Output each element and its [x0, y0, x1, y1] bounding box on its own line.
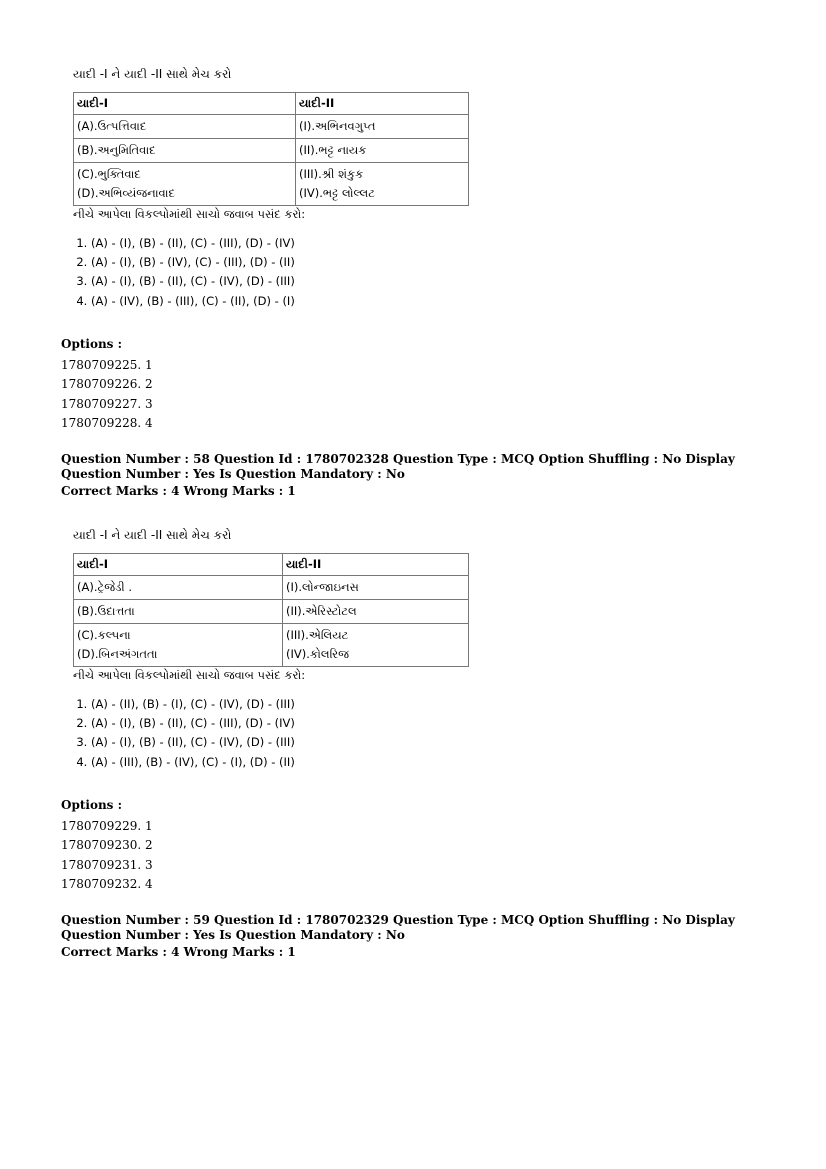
choice-list — [73, 234, 773, 311]
choice-list — [73, 695, 773, 772]
list-item: 3. (A) - (I), (B) - (II), (C) - (IV), (D) - (III) — [91, 733, 773, 752]
table-header-cell: યાદી-I — [74, 93, 296, 115]
table-cell-line: (IV).ભટ્ટ લોલ્લટ — [299, 186, 375, 200]
table-header-row — [74, 93, 469, 115]
question-58-body — [73, 527, 773, 772]
question-meta-line: Question Number : 59 Question Id : 1780702329 Question Type : MCQ Option Shuffling : No Display Question Number : Yes Is Question Mandatory : No — [61, 913, 735, 942]
table-cell — [74, 163, 296, 206]
option-item: 1780709228. 4 — [61, 415, 153, 430]
list-item: 1. (A) - (I), (B) - (II), (C) - (III), (D) - (IV) — [91, 234, 773, 253]
table-cell: (I).લોન્જાઇનસ — [283, 576, 469, 600]
table-cell-line: (IV).કોલરિજ — [286, 647, 349, 661]
table-cell: (I).અભિનવગુપ્ત — [296, 115, 469, 139]
option-item: 1780709227. 3 — [61, 396, 153, 411]
list-item: 2. (A) - (I), (B) - (II), (C) - (III), (D) - (IV) — [91, 714, 773, 733]
table-cell-line: (D).બિનઅંગતતા — [77, 647, 158, 661]
table-row — [74, 576, 469, 600]
options-block-58 — [61, 796, 153, 894]
marks-line: Correct Marks : 4 Wrong Marks : 1 — [61, 484, 296, 498]
list-item: 4. (A) - (III), (B) - (IV), (C) - (I), (D) - (II) — [91, 753, 773, 772]
table-cell-line: (D).અભિવ્યંજનાવાદ — [77, 186, 175, 200]
table-cell — [74, 624, 283, 667]
question-57-body — [73, 66, 773, 311]
list-item: 2. (A) - (I), (B) - (IV), (C) - (III), (D) - (II) — [91, 253, 773, 272]
match-table — [73, 553, 469, 667]
table-row — [74, 163, 469, 206]
instruction-text: નીચે આપેલા વિકલ્પોમાંથી સાચો જવાબ પસંદ કરો: — [73, 668, 306, 682]
option-item: 1780709231. 3 — [61, 857, 153, 872]
match-table — [73, 92, 469, 206]
table-cell — [283, 624, 469, 667]
table-row — [74, 139, 469, 163]
table-cell-line: (III).શ્રી શંકુક — [299, 167, 364, 181]
question-title: યાદી -I ને યાદી -II સાથે મેચ કરો — [73, 528, 232, 542]
table-cell-line: (III).એલિયટ — [286, 628, 349, 642]
table-row — [74, 624, 469, 667]
table-cell: (II).એરિસ્ટોટલ — [283, 600, 469, 624]
list-item: 1. (A) - (II), (B) - (I), (C) - (IV), (D) - (III) — [91, 695, 773, 714]
list-item: 3. (A) - (I), (B) - (II), (C) - (IV), (D) - (III) — [91, 272, 773, 291]
table-cell-line: (C).કલ્પના — [77, 628, 131, 642]
table-cell-line: (C).ભુક્તિવાદ — [77, 167, 141, 181]
table-cell: (A).ઉત્પત્તિવાદ — [74, 115, 296, 139]
table-header-row — [74, 554, 469, 576]
options-label: Options : — [61, 337, 123, 351]
option-item: 1780709225. 1 — [61, 358, 153, 373]
table-cell: (A).ટ્રેજેડી . — [74, 576, 283, 600]
question-meta-line: Question Number : 58 Question Id : 1780702328 Question Type : MCQ Option Shuffling : No Display Question Number : Yes Is Question Mandatory : No — [61, 452, 735, 481]
list-item: 4. (A) - (IV), (B) - (III), (C) - (II), (D) - (I) — [91, 292, 773, 311]
option-item: 1780709226. 2 — [61, 377, 153, 392]
table-cell: (II).ભટ્ટ નાયક — [296, 139, 469, 163]
table-header-cell: યાદી-II — [283, 554, 469, 576]
option-item: 1780709230. 2 — [61, 838, 153, 853]
question-title: યાદી -I ને યાદી -II સાથે મેચ કરો — [73, 67, 232, 81]
table-cell: (B).ઉદાત્તતા — [74, 600, 283, 624]
option-item: 1780709229. 1 — [61, 819, 153, 834]
options-block-57 — [61, 335, 153, 433]
table-row — [74, 115, 469, 139]
table-row — [74, 600, 469, 624]
options-label: Options : — [61, 798, 123, 812]
table-header-cell: યાદી-I — [74, 554, 283, 576]
option-item: 1780709232. 4 — [61, 876, 153, 891]
question-59-meta — [61, 913, 761, 960]
table-cell: (B).અનુમિતિવાદ — [74, 139, 296, 163]
marks-line: Correct Marks : 4 Wrong Marks : 1 — [61, 945, 296, 959]
question-58-meta — [61, 452, 761, 499]
table-header-cell: યાદી-II — [296, 93, 469, 115]
table-cell — [296, 163, 469, 206]
instruction-text: નીચે આપેલા વિકલ્પોમાંથી સાચો જવાબ પસંદ કરો: — [73, 207, 306, 221]
